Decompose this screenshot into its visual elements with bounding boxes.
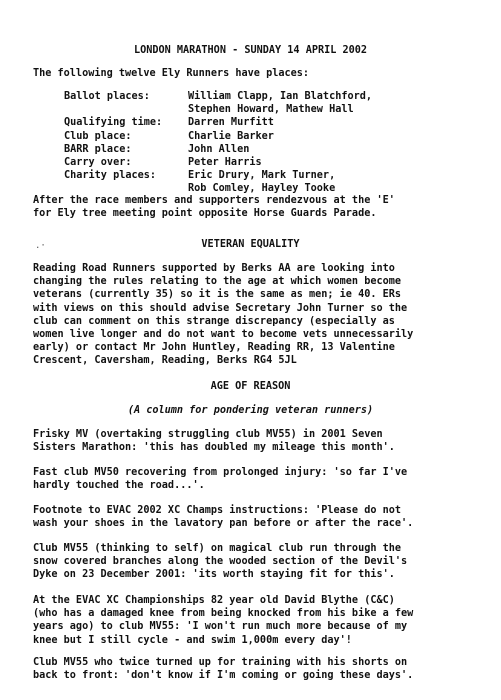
places-name-line: Stephen Howard, Mathew Hall bbox=[188, 104, 354, 116]
places-name-line: Rob Comley, Hayley Tooke bbox=[188, 183, 336, 195]
places-label: Ballot places: bbox=[64, 91, 150, 102]
veteran-equality-body: Reading Road Runners supported by Berks AA are looking into changing the rules relating to the age at which women become veterans (currently 35) so it is the same as men; ie 40. ERs with views on this should advise Secretary John Turner so the club can comment on this strange discrepancy (especially as women live longer and do not want to become vets unnecessarily early) or contact Mr John Huntley, Reading RR, 13 Valentine Crescent, Caversham, Reading, Berks RG4 5JL bbox=[33, 263, 414, 367]
anecdote-item: Fast club MV50 recovering from prolonged injury: 'so far I've hardly touched the road...'. bbox=[33, 467, 408, 492]
places-row bbox=[64, 156, 372, 169]
places-names bbox=[188, 130, 372, 143]
places-row bbox=[64, 169, 372, 195]
places-label: Carry over: bbox=[64, 157, 132, 169]
places-name-line: Eric Drury, Mark Turner, bbox=[188, 170, 336, 182]
places-row bbox=[64, 130, 372, 143]
age-of-reason-title: AGE OF REASON bbox=[210, 381, 291, 392]
places-name-line: John Allen bbox=[188, 143, 250, 155]
anecdote-item: Frisky MV (overtaking struggling club MV55) in 2001 Seven Sisters Marathon: 'this has doubled my mileage this month'. bbox=[33, 429, 395, 454]
places-label: BARR place: bbox=[64, 143, 132, 155]
places-name-line: Charlie Barker bbox=[188, 130, 274, 142]
places-label: Club place: bbox=[64, 130, 132, 142]
places-row bbox=[64, 90, 372, 116]
places-name-line: William Clapp, Ian Blatchford, bbox=[188, 91, 373, 102]
places-names bbox=[188, 169, 372, 195]
places-name-line: Darren Murfitt bbox=[188, 117, 274, 129]
anecdote-item: Club MV55 (thinking to self) on magical club run through the snow covered branches along the wooded section of the Devil's Dyke on 23 December 2001: 'its worth staying fit for this'. bbox=[33, 543, 408, 581]
places-label: Qualifying time: bbox=[64, 117, 163, 129]
anecdote-item: Club MV55 who twice turned up for training with his shorts on back to front: 'don't know if I'm coming or going these days'. bbox=[33, 657, 414, 682]
places-names bbox=[188, 90, 372, 116]
places-names bbox=[188, 156, 372, 169]
age-of-reason-subtitle: (A column for pondering veteran runners) bbox=[127, 405, 374, 416]
places-name-line: Peter Harris bbox=[188, 157, 262, 169]
intro-text: The following twelve Ely Runners have places: bbox=[33, 68, 310, 79]
places-names bbox=[188, 116, 372, 129]
places-table bbox=[64, 90, 372, 196]
places-row bbox=[64, 116, 372, 129]
anecdote-item: At the EVAC XC Championships 82 year old David Blythe (C&C) (who has a damaged knee from being knocked from his bike a few years ago) to club MV55: 'I won't run much more because of my knee but I still cycle - and swim 1,000m every day'! bbox=[33, 595, 414, 646]
places-names bbox=[188, 143, 372, 156]
veteran-equality-title: VETERAN EQUALITY bbox=[201, 239, 300, 250]
places-label: Charity places: bbox=[64, 170, 157, 182]
after-race-paragraph: After the race members and supporters rendezvous at the 'E' for Ely tree meeting point opposite Horse Guards Parade. bbox=[33, 195, 395, 220]
places-row bbox=[64, 143, 372, 156]
scan-speck: .· bbox=[35, 241, 46, 251]
page-heading: LONDON MARATHON - SUNDAY 14 APRIL 2002 bbox=[133, 45, 368, 56]
anecdote-item: Footnote to EVAC 2002 XC Champs instructions: 'Please do not wash your shoes in the lavatory pan before or after the race'. bbox=[33, 505, 414, 530]
